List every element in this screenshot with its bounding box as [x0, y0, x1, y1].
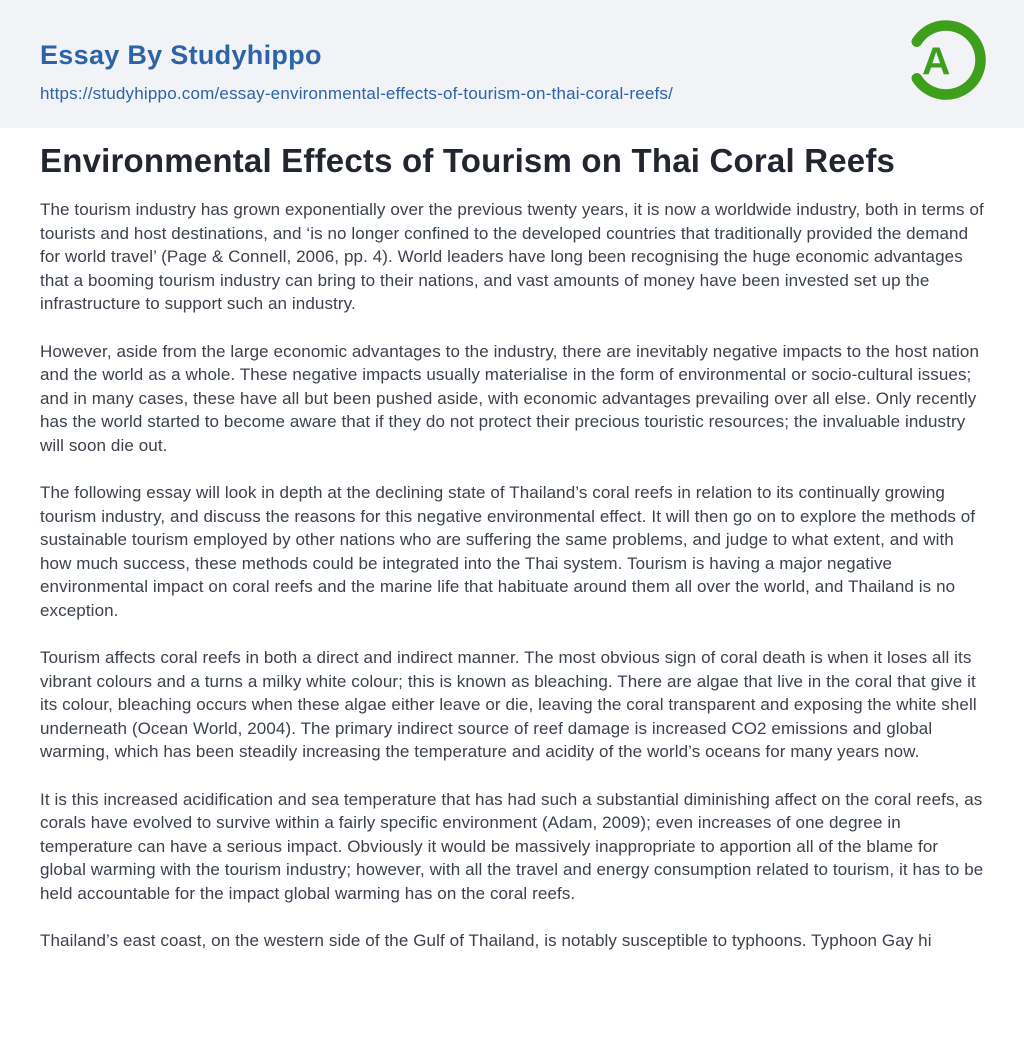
essay-paragraph-1: The tourism industry has grown exponentially over the previous twenty years, it is now a worldwide industry, both in terms of tourists and host destinations, and ‘is no longer confined to the developed countries that traditionally provided the demand for world travel’ (Page & Connell, 2006, pp. 4). World leaders have long been recognising the huge economic advantages that a booming tourism industry can bring to their nations, and vast amounts of money have been invested set up the infrastructure to support such an industry.: [40, 200, 984, 313]
essay-paragraph-5: It is this increased acidification and sea temperature that has had such a substantial diminishing affect on the coral reefs, as corals have evolved to survive within a fairly specific environment (Adam, 2009); even increases of one degree in temperature can have a serious impact. Obviously it would be massively inappropriate to apportion all of the blame for global warming with the tourism industry; however, with all the travel and energy consumption related to tourism, it has to be held accountable for the impact global warming has on the coral reefs.: [40, 789, 984, 903]
essay-content: [0, 128, 1024, 953]
essay-paragraph-6: Thailand’s east coast, on the western side of the Gulf of Thailand, is notably susceptible to typhoons. Typhoon Gay hi: [40, 931, 932, 950]
essay-paragraph-3: The following essay will look in depth at the declining state of Thailand’s coral reefs in relation to its continually growing tourism industry, and discuss the reasons for this negative environmental effect. It will then go on to explore the methods of sustainable tourism employed by other nations who are suffering the same problems, and judge to what extent, and with how much success, these methods could be integrated into the Thai system. Tourism is having a major negative environmental impact on coral reefs and the marine life that habituate around them all over the world, and Thailand is no exception.: [40, 483, 976, 620]
studyhippo-logo: [900, 14, 992, 106]
essay-title: Environmental Effects of Tourism on Thai Coral Reefs: [40, 142, 896, 179]
essay-paragraph-4: Tourism affects coral reefs in both a direct and indirect manner. The most obvious sign of coral death is when it loses all its vibrant colours and a turns a milky white colour; this is known as bleaching. There are algae that live in the coral that give it its colour, bleaching occurs when these algae either leave or die, leaving the coral transparent and exposing the white shell underneath (Ocean World, 2004). The primary indirect source of reef damage is increased CO2 emissions and global warming, which has been steadily increasing the temperature and acidity of the world’s oceans for many years now.: [40, 648, 977, 761]
page-header: [0, 0, 1024, 128]
essay-paragraph-2: However, aside from the large economic advantages to the industry, there are inevitably negative impacts to the host nation and the world as a whole. These negative impacts usually materialise in the form of environmental or socio-cultural issues; and in many cases, these have all but been pushed aside, with economic advantages prevailing over all else. Only recently has the world started to become aware that if they do not protect their precious touristic resources; the invaluable industry will soon die out.: [40, 341, 980, 455]
logo-letter: A: [922, 39, 951, 84]
logo-arc-icon: [900, 14, 992, 106]
site-title: Essay By Studyhippo: [40, 40, 322, 70]
essay-url-link[interactable]: https://studyhippo.com/essay-environmental-effects-of-tourism-on-thai-coral-reefs/: [40, 84, 674, 103]
